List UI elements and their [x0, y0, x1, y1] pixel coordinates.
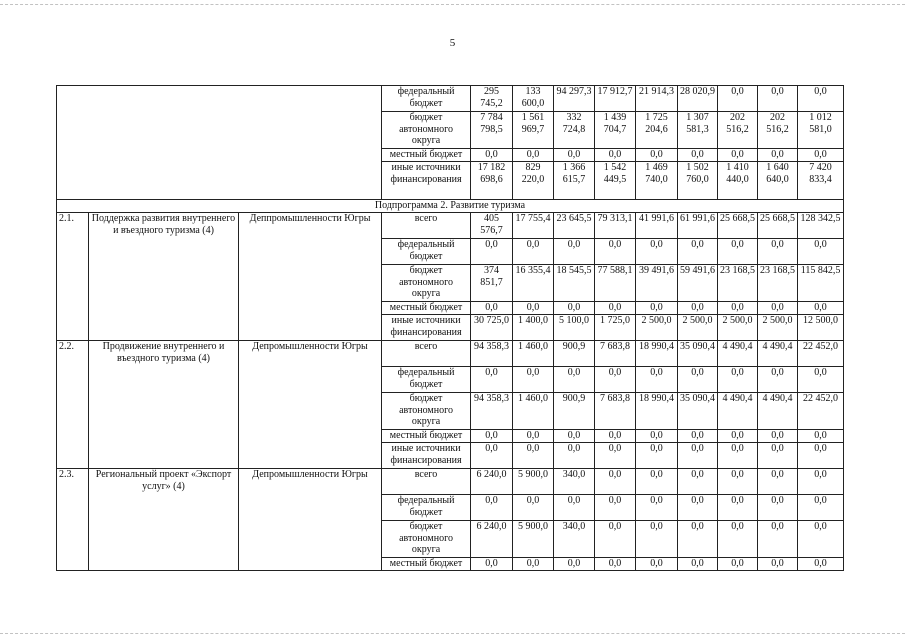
amount-cell: 0,0 — [678, 558, 718, 571]
funding-source-label: всего — [382, 341, 471, 367]
amount-cell: 0,0 — [554, 302, 595, 315]
amount-cell: 0,0 — [595, 239, 636, 265]
funding-source-label: местный бюджет — [382, 558, 471, 571]
amount-cell: 1 400,0 — [513, 315, 554, 341]
amount-cell: 0,0 — [471, 495, 513, 521]
amount-cell: 0,0 — [471, 430, 513, 443]
amount-cell: 0,0 — [678, 149, 718, 162]
amount-cell: 0,0 — [595, 149, 636, 162]
amount-cell: 0,0 — [595, 469, 636, 495]
amount-cell: 2 500,0 — [678, 315, 718, 341]
amount-cell: 1 640 640,0 — [758, 162, 798, 200]
amount-cell: 340,0 — [554, 521, 595, 558]
funding-source-label: иные источники финансирования — [382, 443, 471, 469]
amount-cell: 0,0 — [595, 558, 636, 571]
amount-cell: 0,0 — [636, 558, 678, 571]
amount-cell: 1 502 760,0 — [678, 162, 718, 200]
table-row — [57, 213, 844, 239]
activity-name: Поддержка развития внутреннего и въездного туризма (4) — [89, 213, 239, 341]
amount-cell: 1 561 969,7 — [513, 112, 554, 149]
amount-cell: 0,0 — [758, 558, 798, 571]
amount-cell: 7 420 833,4 — [798, 162, 844, 200]
amount-cell: 0,0 — [554, 367, 595, 393]
amount-cell: 1 542 449,5 — [595, 162, 636, 200]
activity-number: 2.2. — [57, 341, 89, 469]
amount-cell: 0,0 — [718, 558, 758, 571]
amount-cell: 0,0 — [718, 430, 758, 443]
amount-cell: 0,0 — [513, 443, 554, 469]
amount-cell: 0,0 — [758, 495, 798, 521]
carryover-empty-cell — [57, 86, 382, 200]
amount-cell: 0,0 — [798, 521, 844, 558]
amount-cell: 0,0 — [798, 558, 844, 571]
amount-cell: 374 851,7 — [471, 265, 513, 302]
table-row — [57, 469, 844, 495]
amount-cell: 0,0 — [471, 443, 513, 469]
amount-cell: 1 725,0 — [595, 315, 636, 341]
amount-cell: 0,0 — [678, 495, 718, 521]
amount-cell: 295 745,2 — [471, 86, 513, 112]
amount-cell: 0,0 — [636, 443, 678, 469]
amount-cell: 0,0 — [513, 302, 554, 315]
amount-cell: 829 220,0 — [513, 162, 554, 200]
page-number: 5 — [449, 37, 456, 49]
amount-cell: 35 090,4 — [678, 393, 718, 430]
amount-cell: 0,0 — [513, 495, 554, 521]
funding-source-label: бюджет автономного округа — [382, 393, 471, 430]
funding-source-label: всего — [382, 213, 471, 239]
amount-cell: 0,0 — [471, 149, 513, 162]
amount-cell: 0,0 — [718, 469, 758, 495]
amount-cell: 1 012 581,0 — [798, 112, 844, 149]
amount-cell: 4 490,4 — [718, 341, 758, 367]
amount-cell: 332 724,8 — [554, 112, 595, 149]
amount-cell: 6 240,0 — [471, 521, 513, 558]
amount-cell: 900,9 — [554, 341, 595, 367]
amount-cell: 0,0 — [798, 149, 844, 162]
amount-cell: 17 912,7 — [595, 86, 636, 112]
amount-cell: 0,0 — [678, 469, 718, 495]
amount-cell: 5 900,0 — [513, 521, 554, 558]
amount-cell: 77 588,1 — [595, 265, 636, 302]
amount-cell: 18 990,4 — [636, 341, 678, 367]
amount-cell: 79 313,1 — [595, 213, 636, 239]
amount-cell: 1 439 704,7 — [595, 112, 636, 149]
amount-cell: 0,0 — [678, 443, 718, 469]
amount-cell: 115 842,5 — [798, 265, 844, 302]
amount-cell: 0,0 — [554, 558, 595, 571]
funding-source-label: иные источники финансирования — [382, 162, 471, 200]
amount-cell: 7 784 798,5 — [471, 112, 513, 149]
funding-source-label: федеральный бюджет — [382, 495, 471, 521]
amount-cell: 0,0 — [636, 149, 678, 162]
funding-source-label: местный бюджет — [382, 302, 471, 315]
amount-cell: 1 307 581,3 — [678, 112, 718, 149]
amount-cell: 0,0 — [471, 239, 513, 265]
amount-cell: 0,0 — [758, 86, 798, 112]
activity-name: Продвижение внутреннего и въездного туризма (4) — [89, 341, 239, 469]
amount-cell: 0,0 — [718, 302, 758, 315]
amount-cell: 41 991,6 — [636, 213, 678, 239]
amount-cell: 5 900,0 — [513, 469, 554, 495]
amount-cell: 23 168,5 — [718, 265, 758, 302]
amount-cell: 0,0 — [636, 521, 678, 558]
amount-cell: 0,0 — [678, 239, 718, 265]
amount-cell: 0,0 — [678, 430, 718, 443]
amount-cell: 1 410 440,0 — [718, 162, 758, 200]
amount-cell: 0,0 — [798, 430, 844, 443]
funding-source-label: бюджет автономного округа — [382, 521, 471, 558]
amount-cell: 2 500,0 — [758, 315, 798, 341]
amount-cell: 0,0 — [678, 521, 718, 558]
table-row — [57, 341, 844, 367]
amount-cell: 0,0 — [798, 443, 844, 469]
amount-cell: 94 297,3 — [554, 86, 595, 112]
amount-cell: 405 576,7 — [471, 213, 513, 239]
amount-cell: 0,0 — [758, 302, 798, 315]
amount-cell: 0,0 — [636, 495, 678, 521]
funding-source-label: федеральный бюджет — [382, 239, 471, 265]
amount-cell: 16 355,4 — [513, 265, 554, 302]
scan-edge-bottom — [0, 633, 905, 634]
amount-cell: 22 452,0 — [798, 393, 844, 430]
amount-cell: 0,0 — [636, 469, 678, 495]
amount-cell: 133 600,0 — [513, 86, 554, 112]
amount-cell: 0,0 — [471, 558, 513, 571]
amount-cell: 0,0 — [718, 495, 758, 521]
amount-cell: 0,0 — [595, 495, 636, 521]
funding-table-body — [57, 86, 844, 571]
amount-cell: 0,0 — [636, 239, 678, 265]
amount-cell: 4 490,4 — [718, 393, 758, 430]
amount-cell: 94 358,3 — [471, 393, 513, 430]
activity-number: 2.1. — [57, 213, 89, 341]
amount-cell: 0,0 — [513, 239, 554, 265]
amount-cell: 35 090,4 — [678, 341, 718, 367]
amount-cell: 0,0 — [636, 430, 678, 443]
funding-source-label: бюджет автономного округа — [382, 265, 471, 302]
amount-cell: 0,0 — [718, 367, 758, 393]
amount-cell: 0,0 — [758, 239, 798, 265]
responsible-executor: Депромышленности Югры — [239, 469, 382, 571]
amount-cell: 0,0 — [554, 239, 595, 265]
amount-cell: 12 500,0 — [798, 315, 844, 341]
amount-cell: 900,9 — [554, 393, 595, 430]
funding-table — [56, 85, 844, 571]
amount-cell: 28 020,9 — [678, 86, 718, 112]
funding-source-label: всего — [382, 469, 471, 495]
scan-edge-top — [0, 4, 905, 5]
amount-cell: 0,0 — [758, 521, 798, 558]
amount-cell: 0,0 — [718, 149, 758, 162]
amount-cell: 23 168,5 — [758, 265, 798, 302]
amount-cell: 0,0 — [758, 430, 798, 443]
amount-cell: 0,0 — [595, 430, 636, 443]
amount-cell: 0,0 — [718, 443, 758, 469]
amount-cell: 202 516,2 — [758, 112, 798, 149]
amount-cell: 0,0 — [636, 367, 678, 393]
amount-cell: 0,0 — [554, 443, 595, 469]
amount-cell: 1 725 204,6 — [636, 112, 678, 149]
amount-cell: 0,0 — [758, 443, 798, 469]
amount-cell: 2 500,0 — [718, 315, 758, 341]
amount-cell: 340,0 — [554, 469, 595, 495]
amount-cell: 0,0 — [471, 367, 513, 393]
amount-cell: 0,0 — [798, 469, 844, 495]
funding-source-label: местный бюджет — [382, 430, 471, 443]
amount-cell: 0,0 — [678, 367, 718, 393]
amount-cell: 0,0 — [513, 430, 554, 443]
funding-source-label: иные источники финансирования — [382, 315, 471, 341]
amount-cell: 0,0 — [595, 521, 636, 558]
amount-cell: 30 725,0 — [471, 315, 513, 341]
amount-cell: 0,0 — [595, 443, 636, 469]
amount-cell: 0,0 — [595, 367, 636, 393]
amount-cell: 6 240,0 — [471, 469, 513, 495]
amount-cell: 17 182 698,6 — [471, 162, 513, 200]
amount-cell: 0,0 — [678, 302, 718, 315]
subprogram-title: Подпрограмма 2. Развитие туризма — [57, 200, 844, 213]
amount-cell: 0,0 — [798, 367, 844, 393]
amount-cell: 0,0 — [798, 86, 844, 112]
amount-cell: 1 366 615,7 — [554, 162, 595, 200]
amount-cell: 18 545,5 — [554, 265, 595, 302]
responsible-executor: Депромышленности Югры — [239, 341, 382, 469]
amount-cell: 59 491,6 — [678, 265, 718, 302]
amount-cell: 17 755,4 — [513, 213, 554, 239]
amount-cell: 0,0 — [718, 521, 758, 558]
amount-cell: 1 469 740,0 — [636, 162, 678, 200]
activity-name: Региональный проект «Экспорт услуг» (4) — [89, 469, 239, 571]
amount-cell: 25 668,5 — [718, 213, 758, 239]
amount-cell: 0,0 — [513, 558, 554, 571]
amount-cell: 128 342,5 — [798, 213, 844, 239]
amount-cell: 4 490,4 — [758, 393, 798, 430]
amount-cell: 0,0 — [554, 495, 595, 521]
amount-cell: 0,0 — [798, 239, 844, 265]
amount-cell: 39 491,6 — [636, 265, 678, 302]
amount-cell: 7 683,8 — [595, 341, 636, 367]
activity-number: 2.3. — [57, 469, 89, 571]
amount-cell: 94 358,3 — [471, 341, 513, 367]
amount-cell: 202 516,2 — [718, 112, 758, 149]
amount-cell: 0,0 — [718, 239, 758, 265]
amount-cell: 21 914,3 — [636, 86, 678, 112]
amount-cell: 0,0 — [718, 86, 758, 112]
funding-source-label: федеральный бюджет — [382, 367, 471, 393]
amount-cell: 25 668,5 — [758, 213, 798, 239]
amount-cell: 23 645,5 — [554, 213, 595, 239]
amount-cell: 0,0 — [758, 149, 798, 162]
amount-cell: 0,0 — [513, 149, 554, 162]
funding-source-label: местный бюджет — [382, 149, 471, 162]
amount-cell: 1 460,0 — [513, 341, 554, 367]
table-row — [57, 86, 844, 112]
amount-cell: 0,0 — [798, 302, 844, 315]
funding-source-label: бюджет автономного округа — [382, 112, 471, 149]
amount-cell: 18 990,4 — [636, 393, 678, 430]
amount-cell: 61 991,6 — [678, 213, 718, 239]
amount-cell: 0,0 — [554, 149, 595, 162]
amount-cell: 0,0 — [471, 302, 513, 315]
amount-cell: 0,0 — [758, 469, 798, 495]
responsible-executor: Деппромышленности Югры — [239, 213, 382, 341]
amount-cell: 2 500,0 — [636, 315, 678, 341]
amount-cell: 4 490,4 — [758, 341, 798, 367]
amount-cell: 0,0 — [513, 367, 554, 393]
amount-cell: 0,0 — [798, 495, 844, 521]
amount-cell: 0,0 — [636, 302, 678, 315]
funding-source-label: федеральный бюджет — [382, 86, 471, 112]
amount-cell: 0,0 — [758, 367, 798, 393]
amount-cell: 7 683,8 — [595, 393, 636, 430]
amount-cell: 22 452,0 — [798, 341, 844, 367]
amount-cell: 5 100,0 — [554, 315, 595, 341]
amount-cell: 1 460,0 — [513, 393, 554, 430]
amount-cell: 0,0 — [554, 430, 595, 443]
subprogram-row — [57, 200, 844, 213]
amount-cell: 0,0 — [595, 302, 636, 315]
